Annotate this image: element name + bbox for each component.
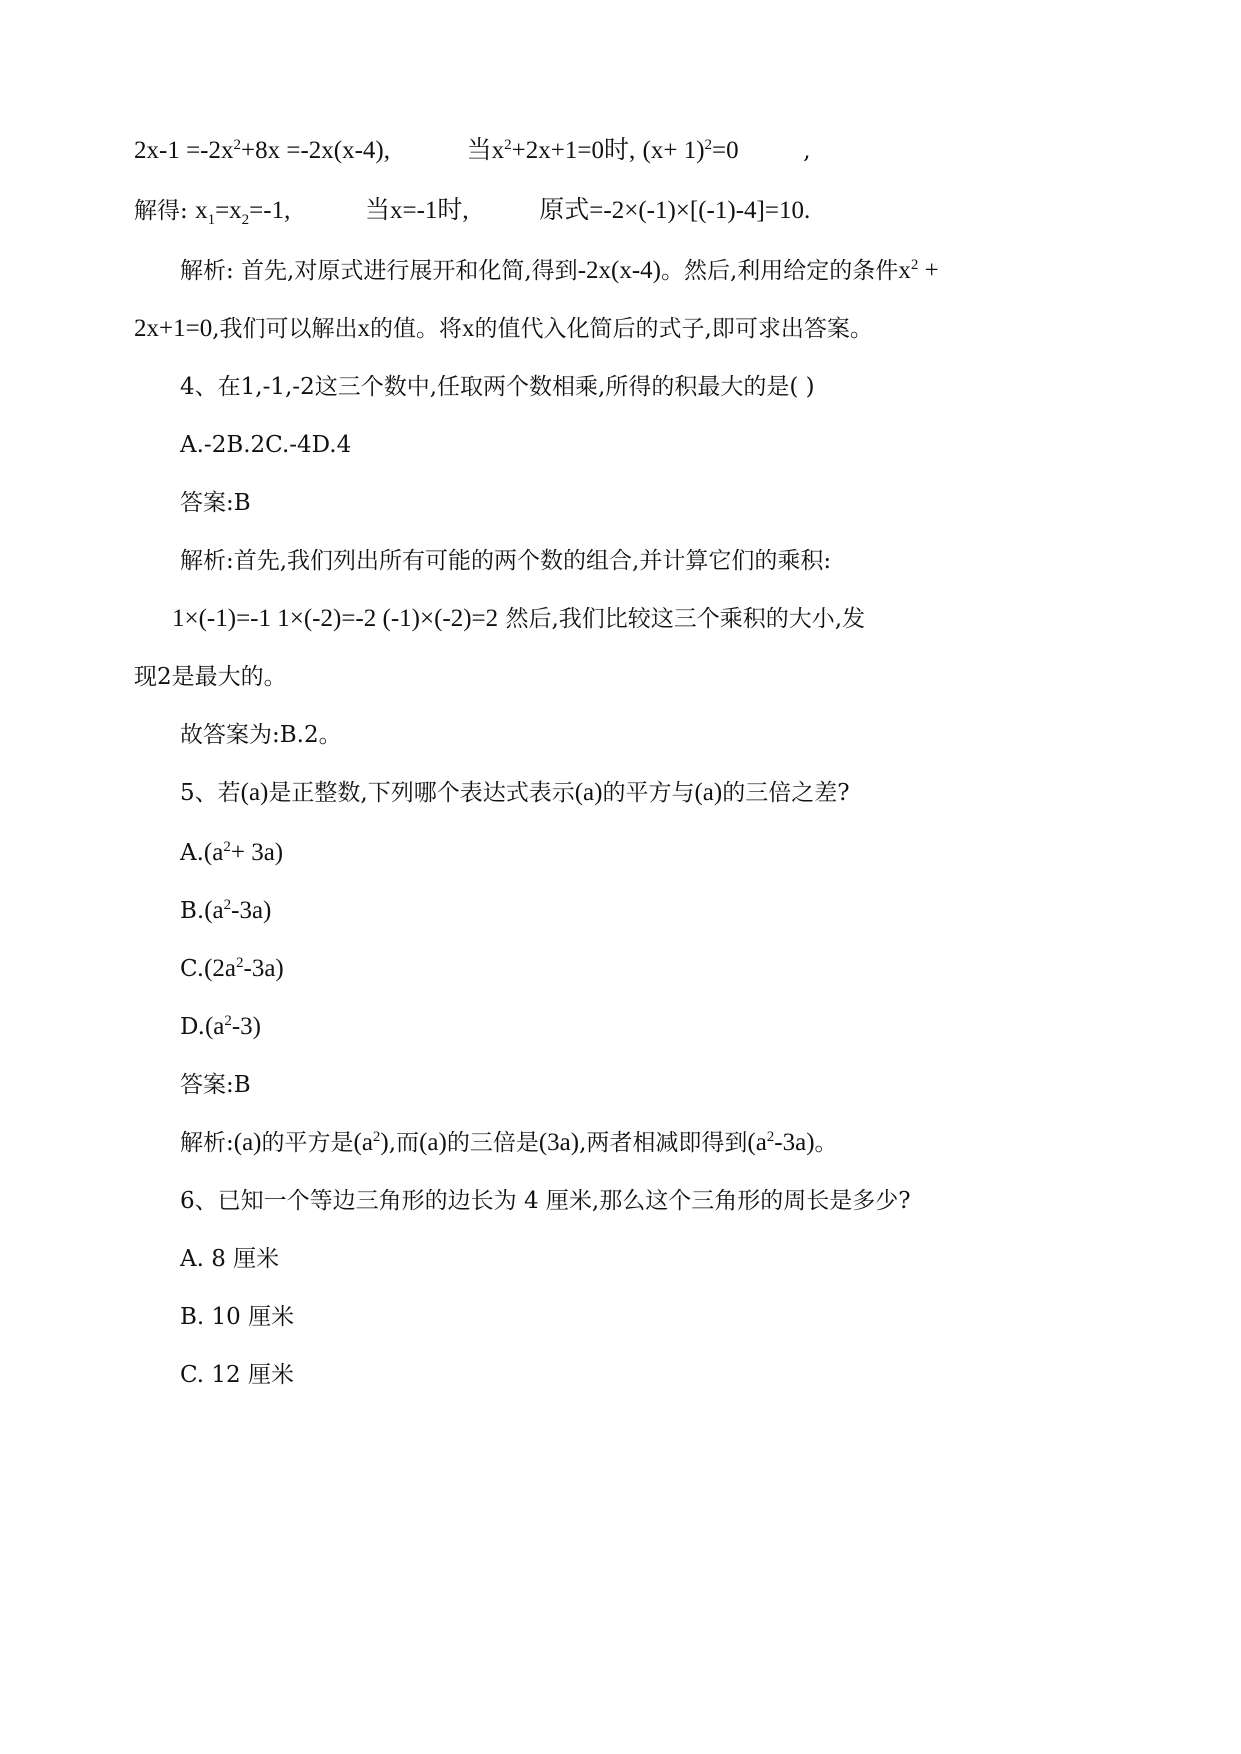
q6-option-a: A. 8 厘米 xyxy=(180,1246,280,1272)
analysis-line-2: 2x+1=0,我们可以解出x的值。将x的值代入化简后的式子,即可求出答案。 xyxy=(134,315,873,342)
q4-analysis: 解析:首先,我们列出所有可能的两个数的组合,并计算它们的乘积: xyxy=(180,548,832,574)
q4-options: A.-2B.2C.-4D.4 xyxy=(180,432,352,458)
q4-answer: 答案:B xyxy=(180,490,251,516)
q5-answer: 答案:B xyxy=(180,1072,251,1098)
q6-question: 6、已知一个等边三角形的边长为 4 厘米,那么这个三角形的周长是多少? xyxy=(180,1188,911,1214)
q4-products: 1×(-1)=-1 1×(-2)=-2 (-1)×(-2)=2 xyxy=(172,605,499,632)
q5-option-c: $C.(2a^2-3a)$ xyxy=(180,955,284,982)
q6-option-c: C. 12 厘米 xyxy=(180,1362,294,1388)
q5-question: 5、若(a)是正整数,下列哪个表达式表示(a)的平方与(a)的三倍之差? xyxy=(180,779,850,806)
q5-option-b: $B.(a^2-3a)$ xyxy=(180,897,272,924)
solve-label: 解得: xyxy=(134,198,188,224)
q5-analysis: 解析:(a)的平方是$(a^2)$,而(a)的三倍是(3a),两者相减即得到$(a^2-3a)$。 xyxy=(180,1129,838,1156)
q4-calc-tail-2: 现2是最大的。 xyxy=(134,664,287,690)
q5-option-d: $D.(a^2-3)$ xyxy=(180,1013,262,1040)
condition-expr: 当$x^2+2x+1=0$时, xyxy=(466,137,636,164)
q4-calc-line xyxy=(172,604,865,634)
solution-line-2 xyxy=(134,196,810,226)
condition-x2: $x^2$ + xyxy=(898,257,939,284)
roots-expr: $x_1=x_2=-1$, xyxy=(195,197,291,228)
q4-final: 故答案为:B.2。 xyxy=(180,722,342,748)
analysis-line-1: 解析: 首先,对原式进行展开和化简,得到-2x(x-4)。然后,利用给定的条件$x^2$ + xyxy=(180,257,939,284)
expr-expand: $2x-1 =-2x^2+8x =-2x(x-4)$, xyxy=(134,137,390,164)
q4-calc-tail: 然后,我们比较这三个乘积的大小,发 xyxy=(505,606,866,632)
result-expr: 原式=-2×(-1)×[(-1)-4]=10. xyxy=(539,197,811,224)
solution-line-1 xyxy=(134,136,811,166)
square-expr: $(x+ 1)^2=0$ xyxy=(642,137,739,164)
q5-option-a: $A.(a^2+ 3a)$ xyxy=(180,839,284,866)
q4-question: 4、在1,-1,-2这三个数中,任取两个数相乘,所得的积最大的是( ) xyxy=(180,374,815,400)
substitute-expr: 当x=-1时, xyxy=(364,197,469,224)
trailing-comma: , xyxy=(803,138,811,164)
q6-option-b: B. 10 厘米 xyxy=(180,1304,295,1330)
